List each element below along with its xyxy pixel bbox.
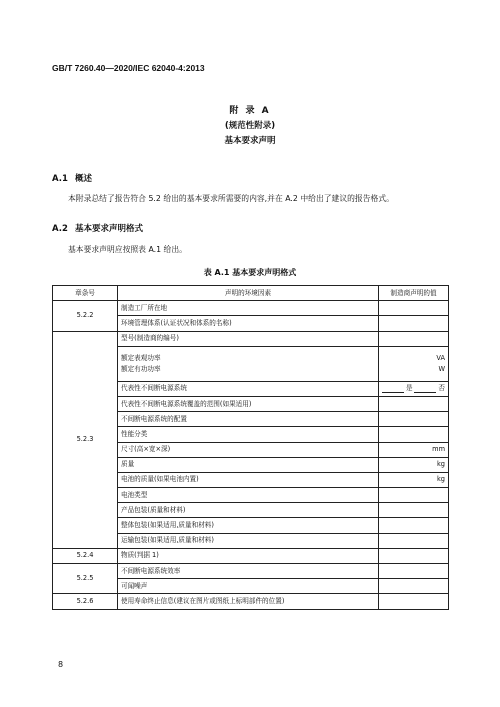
factor-cell: 不间断电源系统效率: [118, 564, 379, 579]
value-cell: [379, 548, 449, 563]
section-number: A.1: [52, 174, 68, 184]
value-cell: kg: [379, 457, 449, 472]
factor-cell: 质量: [118, 457, 379, 472]
blank-line: [382, 384, 404, 393]
yes-label: 是: [405, 384, 413, 393]
section-heading-a2: [52, 222, 143, 234]
section-paragraph: 本附录总结了报告符合 5.2 给出的基本要求所需要的内容,并在 A.2 中给出了建议的报告格式。: [68, 194, 394, 203]
section-number: A.2: [52, 224, 68, 234]
factor-line: 额定有功功率: [121, 364, 161, 373]
standard-number: GB/T 7260.40—2020/IEC 62040-4:2013: [52, 63, 205, 73]
value-cell: [379, 316, 449, 331]
unit-line: VA: [436, 353, 445, 362]
value-cell: [379, 518, 449, 533]
yes-no-field: [382, 382, 445, 395]
value-cell: [379, 301, 449, 316]
table-row: [53, 564, 449, 579]
factor-cell: 代表性不间断电源系统: [118, 381, 379, 396]
table-row: [53, 301, 449, 316]
annex-name: 基本要求声明: [224, 136, 276, 146]
value-cell: [379, 331, 449, 346]
value-cell: [379, 412, 449, 427]
value-cell: [379, 503, 449, 518]
requirements-table: [52, 285, 449, 610]
value-cell: [379, 579, 449, 594]
table-caption: 表 A.1 基本要求声明格式: [203, 268, 297, 277]
factor-cell: 产品包装(质量和材料): [118, 503, 379, 518]
factor-cell: 整体包装(如果适用,质量和材料): [118, 518, 379, 533]
factor-cell: 电池的质量(如果电池内置): [118, 472, 379, 487]
section-heading-a1: [52, 172, 92, 184]
value-cell: [379, 488, 449, 503]
value-cell: [379, 594, 449, 609]
factor-cell: 电池类型: [118, 488, 379, 503]
factor-cell: 性能分类: [118, 427, 379, 442]
header-factor: 声明的环境因素: [118, 286, 379, 301]
value-cell: [379, 564, 449, 579]
factor-line: 额定表观功率: [121, 353, 161, 362]
factor-cell: 不间断电源系统的配置: [118, 412, 379, 427]
value-cell: [379, 396, 449, 411]
factor-cell: 运输包装(如果适用,质量和材料): [118, 533, 379, 548]
section-paragraph: 基本要求声明应按照表 A.1 给出。: [68, 245, 187, 254]
page-number: 8: [58, 660, 64, 669]
factor-cell: 物质(判据 1): [118, 548, 379, 563]
factor-cell: 代表性不间断电源系统覆盖的范围(如果适用): [118, 396, 379, 411]
unit-line: W: [438, 364, 445, 373]
table-row: [53, 548, 449, 563]
section-cell: 5.2.3: [53, 331, 118, 548]
table-row: [53, 331, 449, 346]
no-label: 否: [438, 384, 445, 393]
value-cell: [379, 346, 449, 381]
header-section: 章条号: [53, 286, 118, 301]
factor-cell: 环境管理体系(认证状况和体系的名称): [118, 316, 379, 331]
annex-type: (规范性附录): [224, 121, 276, 131]
blank-line: [414, 384, 436, 393]
value-cell: [379, 533, 449, 548]
section-cell: 5.2.5: [53, 564, 118, 594]
section-cell: 5.2.4: [53, 548, 118, 563]
factor-cell: 尺寸(高×宽×深): [118, 442, 379, 457]
value-cell: [379, 427, 449, 442]
factor-cell: 可闻噪声: [118, 579, 379, 594]
value-cell: [379, 381, 449, 396]
header-value: 制造商声明的值: [379, 286, 449, 301]
section-cell: 5.2.6: [53, 594, 118, 609]
section-title: 基本要求声明格式: [74, 224, 143, 234]
table-header-row: [53, 286, 449, 301]
factor-cell: 型号(制造商的编号): [118, 331, 379, 346]
factor-cell: 制造工厂所在地: [118, 301, 379, 316]
annex-title: 附 录 A: [229, 106, 271, 116]
value-cell: mm: [379, 442, 449, 457]
value-cell: kg: [379, 472, 449, 487]
table-row: [53, 594, 449, 609]
section-title: 概述: [74, 174, 92, 184]
section-cell: 5.2.2: [53, 301, 118, 331]
factor-cell: 使用寿命终止信息(建议在图片或图纸上标明部件的位置): [118, 594, 379, 609]
factor-cell: [118, 346, 379, 381]
